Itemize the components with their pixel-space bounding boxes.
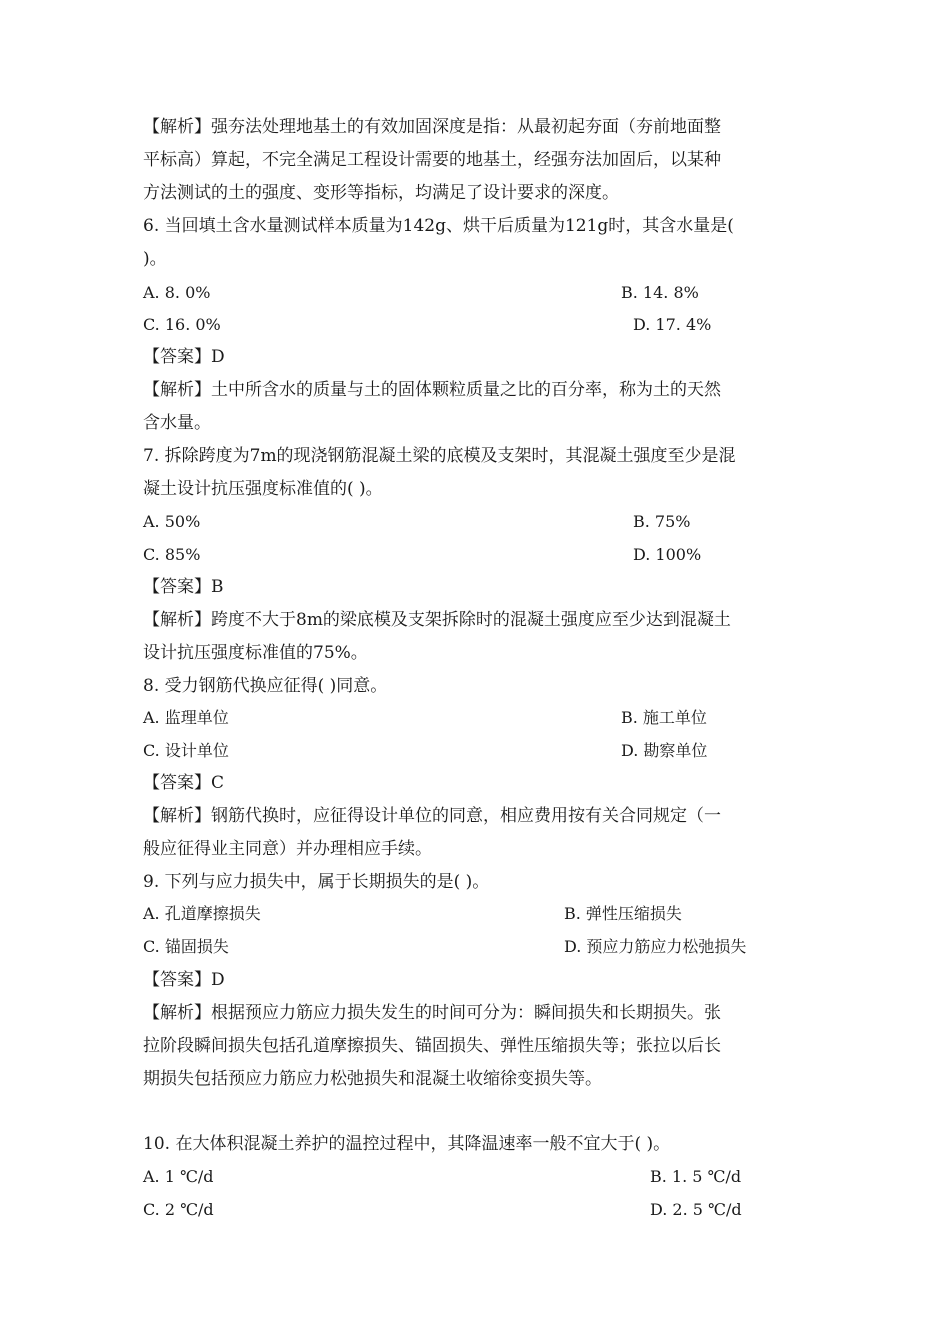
q7-analysis-line-1: 【解析】跨度不大于8m的梁底模及支架拆除时的混凝土强度应至少达到混凝土	[143, 610, 731, 630]
q8-analysis-line-1: 【解析】钢筋代换时，应征得设计单位的同意，相应费用按有关合同规定（一	[143, 806, 721, 826]
q9-analysis-line-3: 期损失包括预应力筋应力松弛损失和混凝土收缩徐变损失等。	[143, 1069, 602, 1089]
q8-stem-line-1: 8. 受力钢筋代换应征得( )同意。	[143, 676, 388, 696]
q8-analysis-line-2: 般应征得业主同意）并办理相应手续。	[143, 839, 432, 859]
q7-option-c: C. 85%	[143, 545, 201, 564]
q7-stem-line-1: 7. 拆除跨度为7m的现浇钢筋混凝土梁的底模及支架时，其混凝土强度至少是混	[143, 446, 736, 466]
q5-analysis-line-3: 方法测试的土的强度、变形等指标，均满足了设计要求的深度。	[143, 183, 619, 203]
q7-option-d: D. 100%	[633, 545, 702, 564]
q9-option-d: D. 预应力筋应力松弛损失	[564, 937, 747, 956]
q6-option-d: D. 17. 4%	[633, 315, 712, 334]
q6-stem-line-1: 6. 当回填土含水量测试样本质量为142g、烘干后质量为121g时，其含水量是(	[143, 216, 734, 236]
q8-option-b: B. 施工单位	[621, 708, 707, 727]
q7-answer: 【答案】B	[143, 577, 224, 597]
q10-stem-line-1: 10. 在大体积混凝土养护的温控过程中，其降温速率一般不宜大于( )。	[143, 1134, 671, 1154]
q9-stem-line-1: 9. 下列与应力损失中，属于长期损失的是( )。	[143, 872, 490, 892]
q9-option-c: C. 锚固损失	[143, 937, 229, 956]
q10-option-a: A. 1 ℃/d	[143, 1167, 214, 1186]
q5-analysis-line-1: 【解析】强夯法处理地基土的有效加固深度是指：从最初起夯面（夯前地面整	[143, 117, 721, 137]
q10-option-c: C. 2 ℃/d	[143, 1200, 214, 1219]
q7-analysis-line-2: 设计抗压强度标准值的75%。	[143, 643, 368, 663]
q6-stem-line-2: )。	[143, 249, 167, 269]
q8-answer: 【答案】C	[143, 773, 225, 793]
q6-option-a: A. 8. 0%	[143, 283, 211, 302]
q6-option-b: B. 14. 8%	[621, 283, 699, 302]
q6-analysis-line-2: 含水量。	[143, 413, 211, 433]
q10-option-b: B. 1. 5 ℃/d	[650, 1167, 742, 1186]
q8-option-d: D. 勘察单位	[621, 741, 708, 760]
q9-option-b: B. 弹性压缩损失	[564, 904, 682, 923]
q7-option-b: B. 75%	[633, 512, 691, 531]
q6-analysis-line-1: 【解析】土中所含水的质量与土的固体颗粒质量之比的百分率，称为土的天然	[143, 380, 721, 400]
q9-answer: 【答案】D	[143, 970, 225, 990]
q10-option-d: D. 2. 5 ℃/d	[650, 1200, 742, 1219]
q6-answer: 【答案】D	[143, 347, 225, 367]
q9-option-a: A. 孔道摩擦损失	[143, 904, 261, 923]
q7-stem-line-2: 凝土设计抗压强度标准值的( )。	[143, 479, 383, 499]
q9-analysis-line-1: 【解析】根据预应力筋应力损失发生的时间可分为：瞬间损失和长期损失。张	[143, 1003, 721, 1023]
q5-analysis-line-2: 平标高）算起，不完全满足工程设计需要的地基土，经强夯法加固后，以某种	[143, 150, 721, 170]
q8-option-c: C. 设计单位	[143, 741, 229, 760]
q6-option-c: C. 16. 0%	[143, 315, 221, 334]
q8-option-a: A. 监理单位	[143, 708, 229, 727]
q7-option-a: A. 50%	[143, 512, 201, 531]
q9-analysis-line-2: 拉阶段瞬间损失包括孔道摩擦损失、锚固损失、弹性压缩损失等；张拉以后长	[143, 1036, 721, 1056]
